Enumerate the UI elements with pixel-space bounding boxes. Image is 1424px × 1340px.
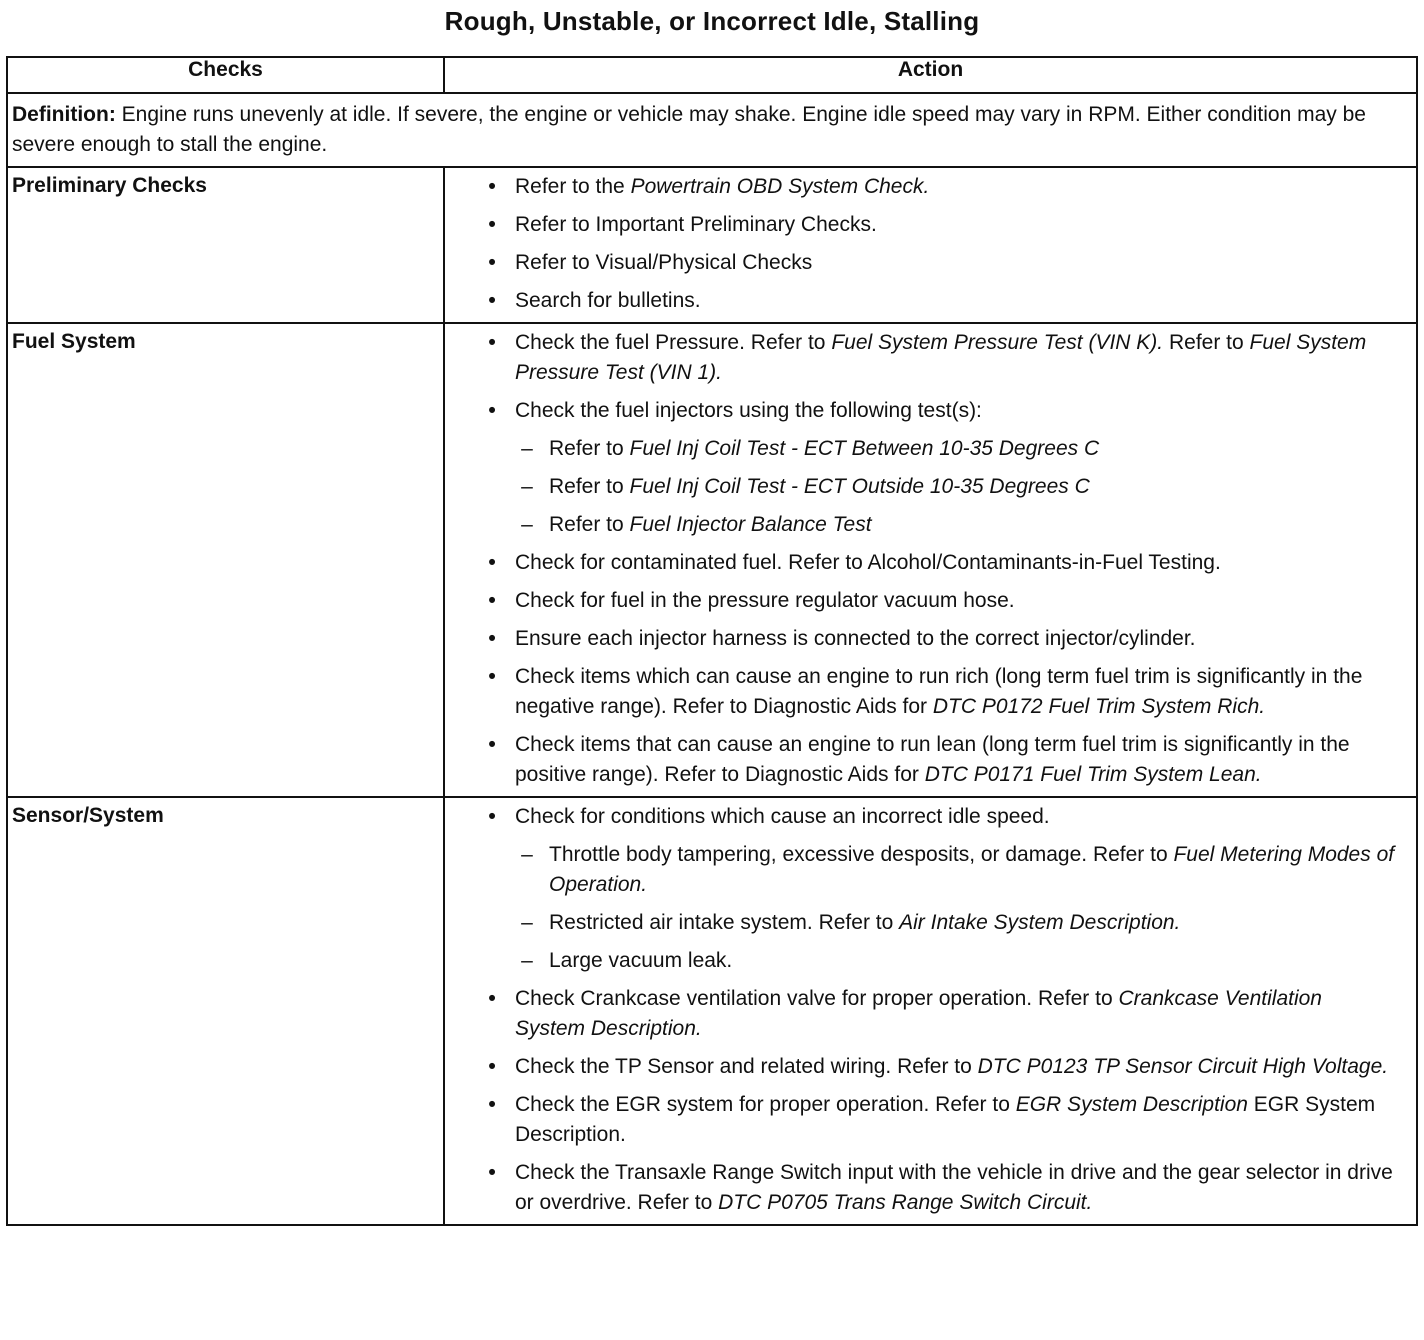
dash-icon: – <box>521 437 533 460</box>
column-header-checks: Checks <box>7 57 444 93</box>
action-item <box>445 396 1396 540</box>
sub-action-item <box>515 840 1396 900</box>
diagnostic-table <box>6 56 1418 1226</box>
check-cell: Fuel System <box>7 323 444 797</box>
action-item <box>445 984 1396 1044</box>
table-row <box>7 797 1417 1225</box>
action-item <box>445 328 1396 388</box>
reference-text: DTC P0705 Trans Range Switch Circuit. <box>718 1191 1093 1214</box>
bullet-icon: • <box>488 331 496 354</box>
sub-action-item <box>515 946 1396 976</box>
bullet-icon: • <box>488 551 496 574</box>
sub-action-list <box>515 840 1396 976</box>
action-item <box>445 248 1396 278</box>
action-text: Refer to <box>549 475 630 498</box>
check-cell: Sensor/System <box>7 797 444 1225</box>
action-item <box>445 730 1396 790</box>
action-item <box>445 1052 1396 1082</box>
action-cell <box>444 167 1417 323</box>
bullet-icon: • <box>488 289 496 312</box>
action-text: Check for conditions which cause an incorrect idle speed. <box>515 805 1050 828</box>
action-text: Check for fuel in the pressure regulator vacuum hose. <box>515 589 1015 612</box>
action-text: Refer to <box>1163 331 1250 354</box>
action-text: Check items that can cause an engine to run lean (long term fuel trim is significantly in the positive range). Refer to Diagnostic Aids for <box>515 733 1350 786</box>
reference-text: Fuel Inj Coil Test - ECT Between 10-35 Degrees C <box>629 437 1100 460</box>
action-text: Check the fuel Pressure. Refer to <box>515 331 832 354</box>
reference-text: DTC P0172 Fuel Trim System Rich. <box>932 695 1266 718</box>
action-text: Check the TP Sensor and related wiring. Refer to <box>515 1055 978 1078</box>
action-text: Refer to <box>549 513 630 536</box>
action-text: Large vacuum leak. <box>549 949 733 972</box>
table-body <box>7 93 1417 1225</box>
action-item <box>445 210 1396 240</box>
action-text: Refer to <box>549 437 630 460</box>
sub-action-item <box>515 908 1396 938</box>
dash-icon: – <box>521 513 533 536</box>
table-header-row <box>7 57 1417 93</box>
bullet-icon: • <box>488 1055 496 1078</box>
bullet-icon: • <box>488 665 496 688</box>
action-text: Refer to Important Preliminary Checks. <box>515 213 877 236</box>
bullet-icon: • <box>488 213 496 236</box>
action-list <box>445 328 1396 790</box>
action-text: Ensure each injector harness is connected to the correct injector/cylinder. <box>515 627 1196 650</box>
action-item <box>445 1090 1396 1150</box>
reference-text: Air Intake System Description. <box>899 911 1181 934</box>
definition-row <box>7 93 1417 167</box>
action-item <box>445 548 1396 578</box>
action-text: Refer to the <box>515 175 631 198</box>
bullet-icon: • <box>488 1093 496 1116</box>
bullet-icon: • <box>488 251 496 274</box>
sub-action-item <box>515 510 1396 540</box>
definition-label: Definition: <box>12 103 116 126</box>
bullet-icon: • <box>488 987 496 1010</box>
reference-text: EGR System Description <box>1015 1093 1248 1116</box>
sub-action-item <box>515 434 1396 464</box>
action-text: Check the fuel injectors using the following test(s): <box>515 399 982 422</box>
dash-icon: – <box>521 949 533 972</box>
action-text: Search for bulletins. <box>515 289 701 312</box>
bullet-icon: • <box>488 805 496 828</box>
action-item <box>445 802 1396 976</box>
reference-text: Fuel Injector Balance Test <box>629 513 872 536</box>
action-text: Refer to Visual/Physical Checks <box>515 251 813 274</box>
dash-icon: – <box>521 911 533 934</box>
reference-text: Fuel System Pressure Test (VIN 1). <box>515 331 1367 384</box>
action-text: Check items which can cause an engine to run rich (long term fuel trim is significantly in the negative range). Refer to Diagnostic Aids for <box>515 665 1363 718</box>
check-cell: Preliminary Checks <box>7 167 444 323</box>
action-list <box>445 802 1396 1218</box>
bullet-icon: • <box>488 175 496 198</box>
definition-text: Engine runs unevenly at idle. If severe, the engine or vehicle may shake. Engine idle speed may vary in RPM. Either condition may be severe enough to stall the engine. <box>12 103 1366 156</box>
page-title: Rough, Unstable, or Incorrect Idle, Stalling <box>444 6 980 36</box>
reference-text: Fuel System Pressure Test (VIN K). <box>831 331 1164 354</box>
bullet-icon: • <box>488 399 496 422</box>
action-cell <box>444 323 1417 797</box>
sub-action-list <box>515 434 1396 540</box>
reference-text: DTC P0123 TP Sensor Circuit High Voltage. <box>977 1055 1389 1078</box>
action-item <box>445 662 1396 722</box>
action-text: EGR System Description. <box>515 1093 1376 1146</box>
action-item <box>445 1158 1396 1218</box>
action-list <box>445 172 1396 316</box>
sub-action-item <box>515 472 1396 502</box>
bullet-icon: • <box>488 627 496 650</box>
reference-text: Crankcase Ventilation System Description. <box>515 987 1322 1040</box>
action-text: Check Crankcase ventilation valve for proper operation. Refer to <box>515 987 1119 1010</box>
reference-text: Powertrain OBD System Check. <box>630 175 930 198</box>
bullet-icon: • <box>488 589 496 612</box>
action-item <box>445 624 1396 654</box>
reference-text: Fuel Inj Coil Test - ECT Outside 10-35 Degrees C <box>629 475 1090 498</box>
column-header-action: Action <box>444 57 1417 93</box>
reference-text: Fuel Metering Modes of Operation. <box>549 843 1395 896</box>
bullet-icon: • <box>488 733 496 756</box>
action-item <box>445 286 1396 316</box>
table-row <box>7 323 1417 797</box>
reference-text: DTC P0171 Fuel Trim System Lean. <box>924 763 1262 786</box>
action-text: Check for contaminated fuel. Refer to Alcohol/Contaminants-in-Fuel Testing. <box>515 551 1221 574</box>
dash-icon: – <box>521 475 533 498</box>
action-text: Check the Transaxle Range Switch input with the vehicle in drive and the gear selector in drive or overdrive. Refer to <box>515 1161 1393 1214</box>
action-text: Restricted air intake system. Refer to <box>549 911 900 934</box>
action-text: Throttle body tampering, excessive desposits, or damage. Refer to <box>549 843 1174 866</box>
bullet-icon: • <box>488 1161 496 1184</box>
action-item <box>445 172 1396 202</box>
table-row <box>7 167 1417 323</box>
action-text: Check the EGR system for proper operation. Refer to <box>515 1093 1016 1116</box>
definition-cell <box>7 93 1417 167</box>
dash-icon: – <box>521 843 533 866</box>
action-cell <box>444 797 1417 1225</box>
action-item <box>445 586 1396 616</box>
